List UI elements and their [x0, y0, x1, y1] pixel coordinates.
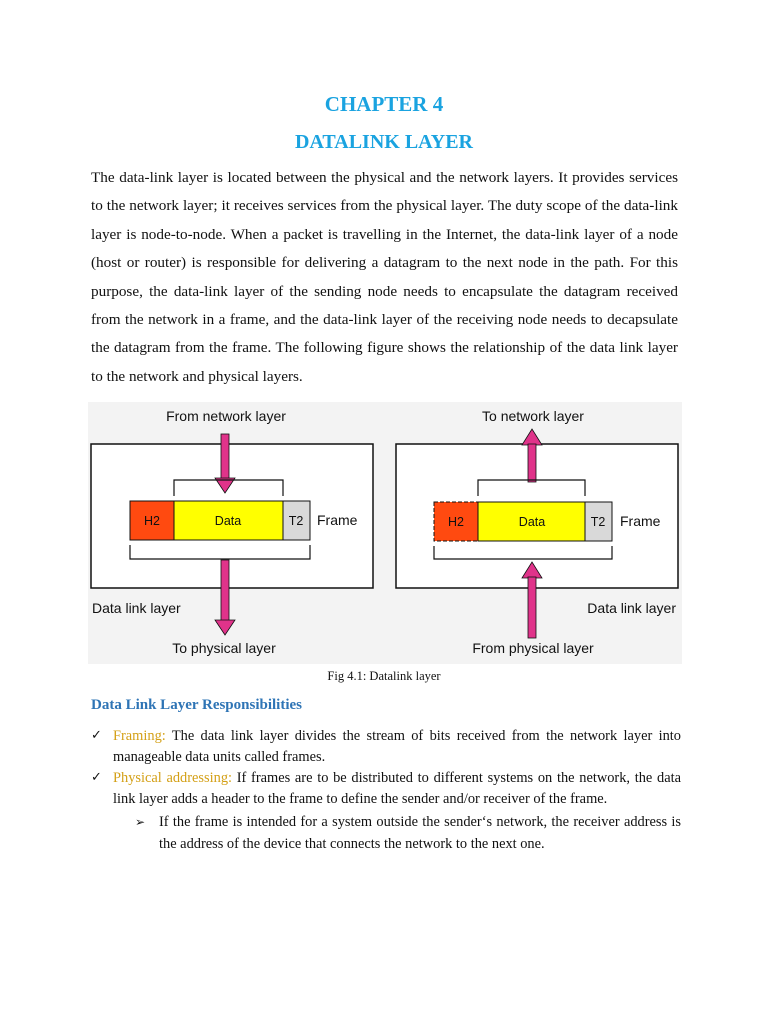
receiver-bottom-label: From physical layer [472, 640, 594, 656]
item-text: If frames are to be distributed to different systems on the network, the data link layer adds a header to the frame to define the sender and/or receiver of the frame. [113, 770, 681, 807]
datalink-diagram [88, 402, 682, 664]
check-icon: ✓ [91, 770, 102, 785]
list-item-framing [91, 726, 681, 767]
sender-header-text: H2 [144, 514, 160, 528]
sub-item-text: If the frame is intended for a system outside the sender‘s network, the receiver address is the address of the device that connects the network to the next one. [159, 814, 681, 852]
sub-list-item [135, 811, 681, 855]
receiver-trailer-text: T2 [590, 515, 606, 529]
chapter-title: DATALINK LAYER [295, 131, 473, 153]
list-item-physical-addressing [91, 768, 681, 809]
item-text: The data link layer divides the stream of bits received from the network layer into manageable data units called frames. [113, 728, 681, 765]
receiver-frame-label: Frame [620, 513, 661, 529]
term-label: Physical addressing: [113, 770, 233, 786]
sender-frame-label: Frame [317, 512, 358, 528]
sender-trailer-text: T2 [288, 514, 304, 528]
sender-top-label: From network layer [166, 408, 286, 424]
receiver-layer-label: Data link layer [587, 600, 676, 616]
chapter-number: CHAPTER 4 [324, 92, 444, 116]
receiver-data-text: Data [518, 515, 546, 529]
section-heading: Data Link Layer Responsibilities [91, 697, 303, 713]
responsibilities-list [91, 726, 681, 855]
sender-layer-label: Data link layer [92, 600, 181, 616]
check-icon: ✓ [91, 728, 102, 743]
sender-data-text: Data [214, 514, 242, 528]
term-label: Framing: [113, 728, 166, 744]
sender-bottom-label: To physical layer [172, 640, 276, 656]
receiver-header-text: H2 [448, 515, 464, 529]
intro-paragraph: The data-link layer is located between the physical and the network layers. It provides services to the network layer; it receives services from the physical layer. The duty scope of the data-link layer is node-to-node. When a packet is travelling in the Internet, the data-link layer of a node (host or router) is responsible for delivering a datagram to the next node in the path. For this purpose, the data-link layer of the sending node needs to encapsulate the datagram received from the network in a frame, and the data-link layer of the receiving node needs to decapsulate the datagram from the frame. The following figure shows the relationship of the data link layer to the network and physical layers. [91, 169, 678, 385]
receiver-top-label: To network layer [482, 408, 584, 424]
figure-caption: Fig 4.1: Datalink layer [327, 669, 441, 683]
datalink-figure [88, 402, 682, 664]
arrow-bullet-icon: ➢ [135, 815, 146, 829]
